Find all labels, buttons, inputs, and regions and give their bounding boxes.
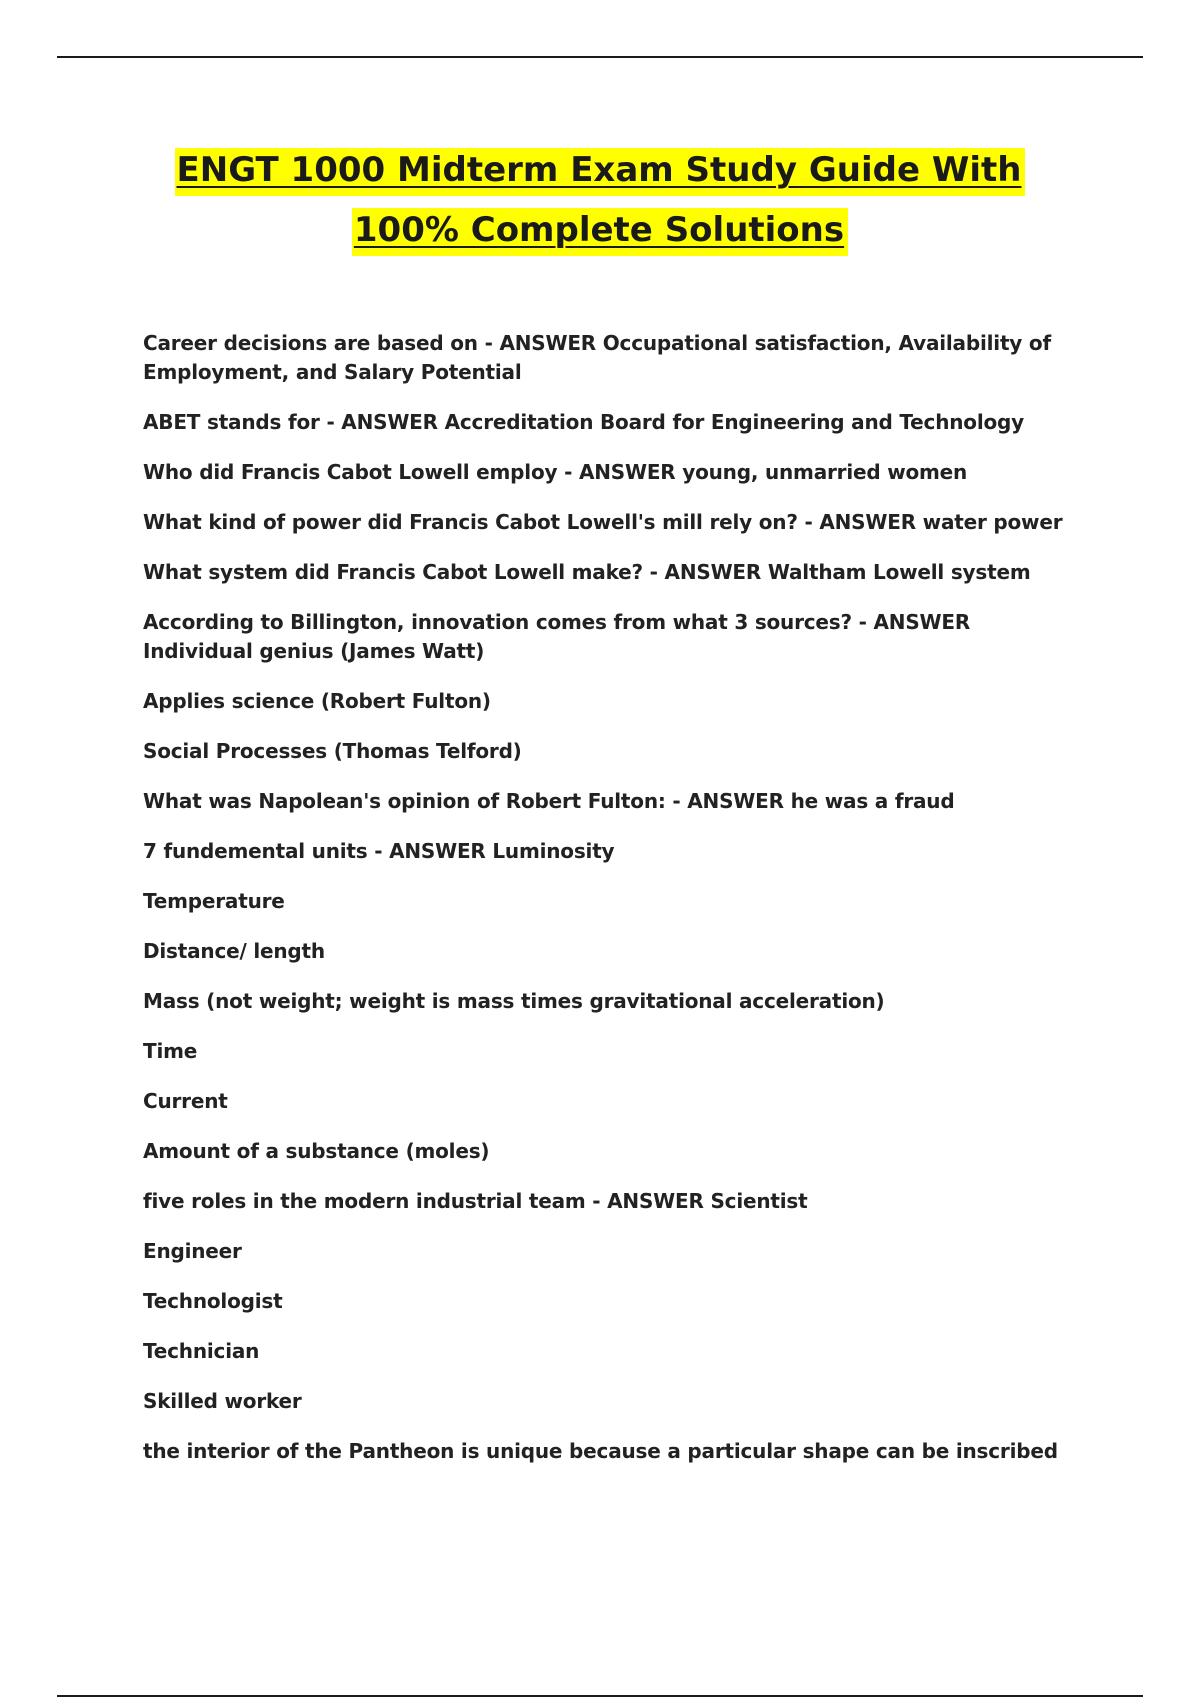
qa-item: Applies science (Robert Fulton) <box>143 689 491 713</box>
qa-item: Distance/ length <box>143 939 325 963</box>
qa-item: Technician <box>143 1339 260 1363</box>
top-rule <box>57 56 1143 58</box>
qa-item: What kind of power did Francis Cabot Lowell's mill rely on? - ANSWER water power <box>143 510 1063 534</box>
qa-item: Who did Francis Cabot Lowell employ - ANSWER young, unmarried women <box>143 460 968 484</box>
qa-item: What system did Francis Cabot Lowell make? - ANSWER Waltham Lowell system <box>143 560 1031 584</box>
title-line-2: 100% Complete Solutions <box>0 200 1200 260</box>
qa-item: What was Napolean's opinion of Robert Fulton: - ANSWER he was a fraud <box>143 789 955 813</box>
qa-item: Temperature <box>143 889 285 913</box>
qa-item: the interior of the Pantheon is unique because a particular shape can be inscribed <box>143 1439 1058 1463</box>
qa-item: five roles in the modern industrial team - ANSWER Scientist <box>143 1189 808 1213</box>
qa-item: Skilled worker <box>143 1389 302 1413</box>
qa-item: Technologist <box>143 1289 283 1313</box>
qa-item: Career decisions are based on - ANSWER Occupational satisfaction, Availability of Employment, and Salary Potential <box>143 331 1051 384</box>
qa-item: According to Billington, innovation comes from what 3 sources? - ANSWER Individual genius (James Watt) <box>143 610 971 663</box>
qa-item: ABET stands for - ANSWER Accreditation Board for Engineering and Technology <box>143 410 1024 434</box>
qa-item: Time <box>143 1039 198 1063</box>
document-title <box>0 140 1200 260</box>
qa-item: Engineer <box>143 1239 242 1263</box>
qa-item: Social Processes (Thomas Telford) <box>143 739 522 763</box>
title-line-1: ENGT 1000 Midterm Exam Study Guide With <box>0 140 1200 200</box>
qa-item: Current <box>143 1089 228 1113</box>
qa-item: 7 fundemental units - ANSWER Luminosity <box>143 839 615 863</box>
question-answer-list <box>143 329 1073 1487</box>
qa-item: Amount of a substance (moles) <box>143 1139 490 1163</box>
bottom-rule <box>57 1695 1143 1697</box>
qa-item: Mass (not weight; weight is mass times gravitational acceleration) <box>143 989 885 1013</box>
